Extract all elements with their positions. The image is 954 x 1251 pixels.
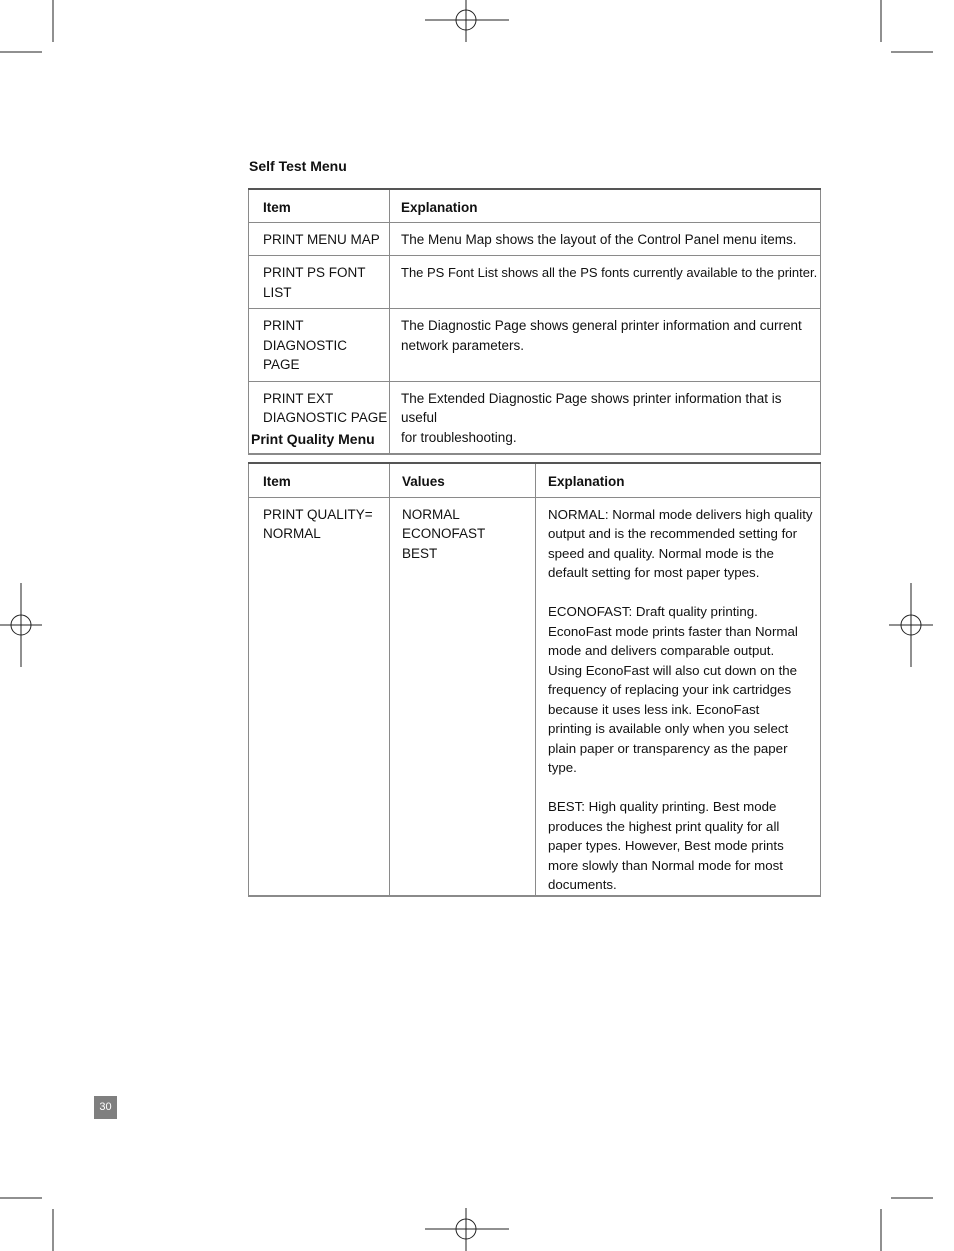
table-header-row [249,463,821,497]
page-number-badge: 30 [94,1096,117,1119]
column-header-explanation: Explanation [390,189,821,222]
column-header-item: Item [249,189,390,222]
print-quality-menu-title: Print Quality Menu [251,431,375,447]
explanation-cell: The Diagnostic Page shows general printer information and current network parameters. [390,309,821,382]
item-cell: PRINT MENU MAP [249,222,390,256]
table-row [249,256,821,309]
column-header-item: Item [249,463,390,497]
table-row [249,309,821,382]
self-test-menu-title: Self Test Menu [249,158,347,174]
column-header-explanation: Explanation [536,463,821,497]
table-header-row [249,189,821,222]
item-cell: PRINT QUALITY= NORMAL [249,497,390,896]
explanation-cell: NORMAL: Normal mode delivers high quality output and is the recommended setting for speed and quality. Normal mode is the default setting for most paper types. ECONOFAST: Draft quality printing. EconoFast mode prints faster than Normal mode and delivers comparable output. Using EconoFast will also cut down on the frequency of replacing your ink cartridges because it uses less ink. EconoFast printing is available only when you select plain paper or transparency as the paper type. BEST: High quality printing. Best mode produces the highest print quality for all paper types. However, Best mode prints more slowly than Normal mode for most documents. [536,497,821,896]
table-row [249,222,821,256]
item-cell: PRINT PS FONT LIST [249,256,390,309]
print-quality-table [248,462,821,897]
explanation-cell: The PS Font List shows all the PS fonts currently available to the printer. [390,256,821,309]
explanation-cell: The Extended Diagnostic Page shows printer information that is useful for troubleshooting. [390,381,821,454]
self-test-table [248,188,821,455]
table-row [249,497,821,896]
item-cell: PRINT EXT DIAGNOSTIC PAGE [249,381,390,454]
values-cell: NORMAL ECONOFAST BEST [390,497,536,896]
item-cell: PRINT DIAGNOSTIC PAGE [249,309,390,382]
column-header-values: Values [390,463,536,497]
explanation-cell: The Menu Map shows the layout of the Control Panel menu items. [390,222,821,256]
